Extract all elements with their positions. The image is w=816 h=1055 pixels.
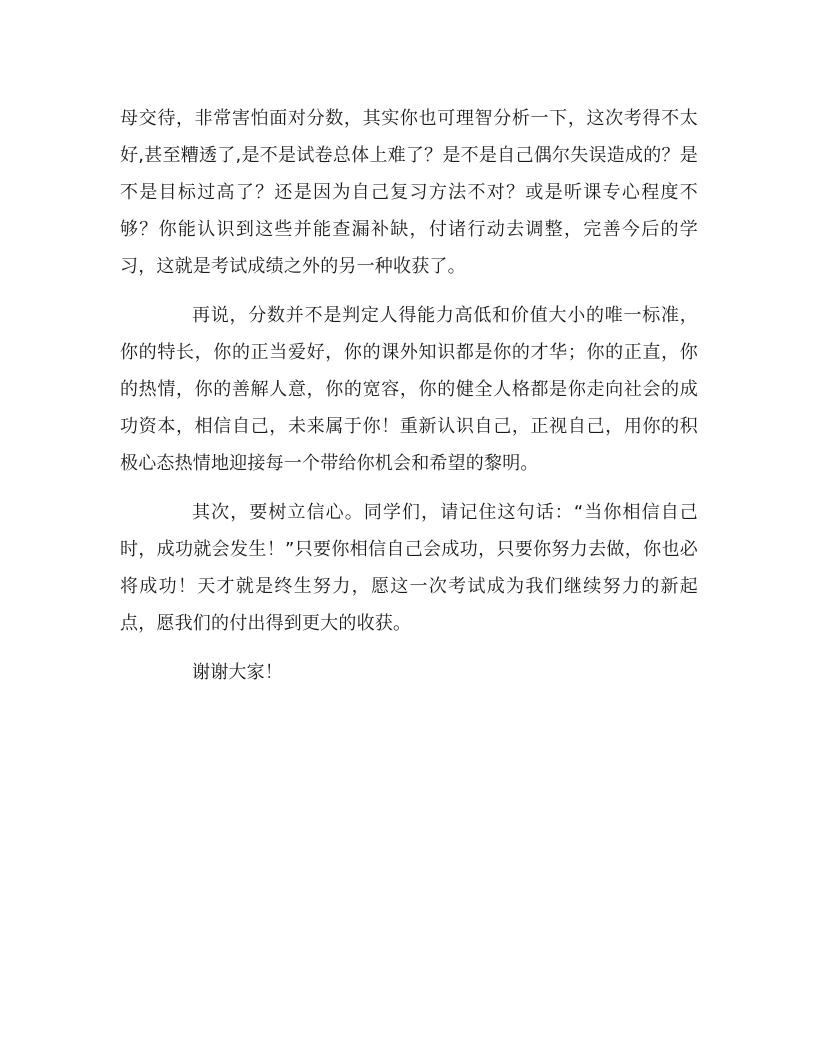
paragraph-continued: 母交待，非常害怕面对分数，其实你也可理智分析一下，这次考得不太好,甚至糟透了,是不是试卷总体上难了？是不是自己偶尔失误造成的？是不是目标过高了？还是因为自己复习方法不对？或是听课专心程度不够？你能认识到这些并能查漏补缺，付诸行动去调整，完善今后的学习，这就是考试成绩之外的另一种收获了。 — [120, 108, 698, 277]
document-body — [120, 100, 698, 691]
closing-thanks: 谢谢大家！ — [192, 662, 283, 683]
paragraph-build-confidence: 其次，要树立信心。同学们，请记住这句话：“当你相信自己时，成功就会发生！”只要你相信自己会成功，只要你努力去做，你也必将成功！天才就是终生努力，愿这一次考试成为我们继续努力的新起点，愿我们的付出得到更大的收获。 — [120, 502, 698, 634]
paragraph-score-not-standard: 再说，分数并不是判定人得能力高低和价值大小的唯一标准，你的特长，你的正当爱好，你的课外知识都是你的才华；你的正直，你的热情，你的善解人意，你的宽容，你的健全人格都是你走向社会的成功资本，相信自己，未来属于你！重新认识自己，正视自己，用你的积极心态热情地迎接每一个带给你机会和希望的黎明。 — [120, 305, 698, 474]
